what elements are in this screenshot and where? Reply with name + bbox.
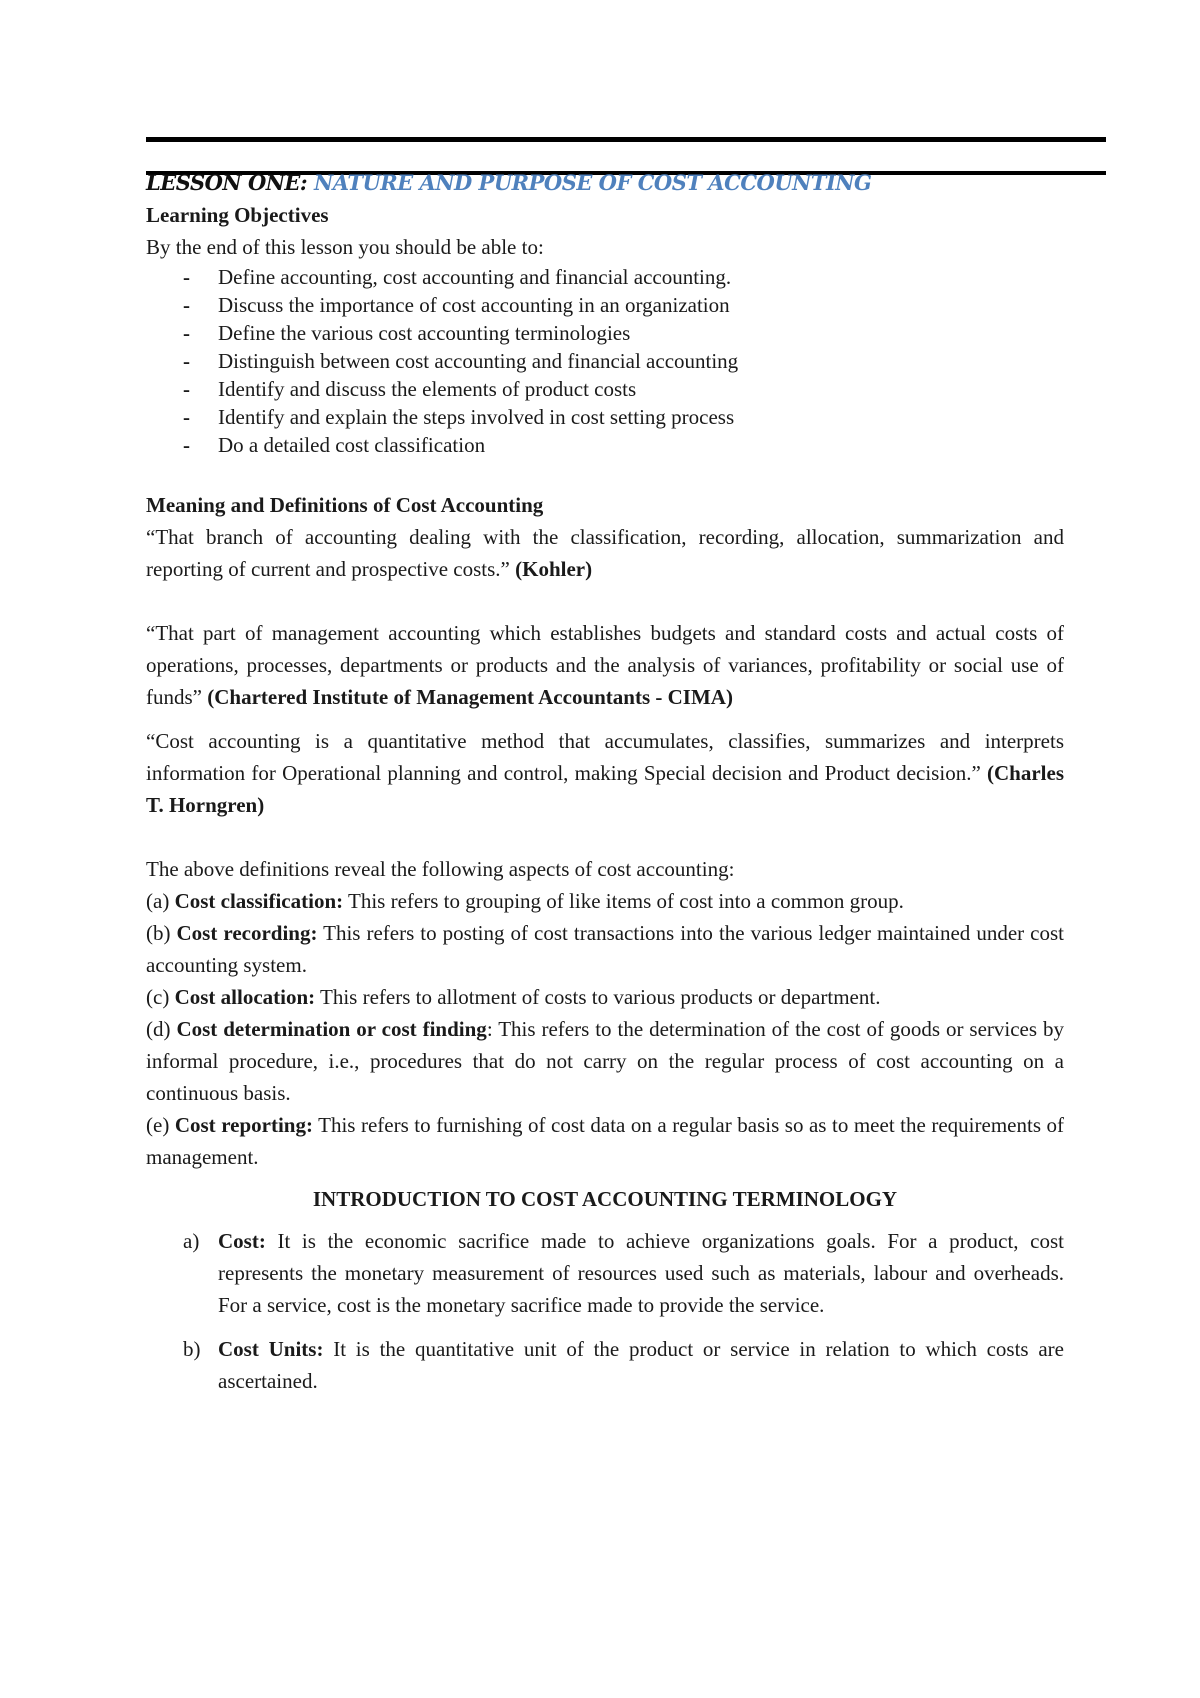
- aspect-text: This refers to furnishing of cost data on a regular basis so as to meet the requirements of management.: [146, 1113, 1065, 1169]
- definitions-heading: Meaning and Definitions of Cost Accounting: [146, 493, 544, 517]
- spacer: [146, 459, 1064, 489]
- aspect-marker: (b): [146, 921, 177, 945]
- aspect-item: [146, 885, 1064, 917]
- term-text: It is the economic sacrifice made to achieve organizations goals. For a product, cost represents the monetary measurement of resources used such as materials, labour and overheads. For a service, cost is the monetary sacrifice made to provide the service.: [218, 1229, 1064, 1317]
- aspect-term: Cost allocation:: [174, 985, 316, 1009]
- objective-item: [183, 403, 1064, 431]
- aspect-item: [146, 1109, 1064, 1173]
- definition-quote: [146, 725, 1064, 821]
- aspect-marker: (e): [146, 1113, 175, 1137]
- dash-bullet: -: [183, 293, 190, 317]
- objective-item: [183, 291, 1064, 319]
- aspect-marker: (c): [146, 985, 175, 1009]
- objectives-heading: Learning Objectives: [146, 203, 329, 227]
- aspect-term: Cost recording:: [176, 921, 318, 945]
- objective-text: Identify and explain the steps involved in cost setting process: [218, 405, 735, 429]
- aspect-text: This refers to allotment of costs to various products or department.: [315, 985, 881, 1009]
- objective-text: Distinguish between cost accounting and financial accounting: [218, 349, 739, 373]
- term-name: Cost:: [218, 1229, 266, 1253]
- lesson-prefix: LESSON ONE:: [146, 170, 314, 195]
- quote-text: “Cost accounting is a quantitative method that accumulates, classifies, summarizes and interprets information for Operational planning and control, making Special decision and Product decision.”: [146, 729, 1064, 785]
- spacer: [146, 585, 1064, 617]
- dash-bullet: -: [183, 433, 190, 457]
- objective-text: Discuss the importance of cost accounting in an organization: [218, 293, 730, 317]
- objective-text: Do a detailed cost classification: [218, 433, 486, 457]
- objectives-list: [146, 263, 1064, 459]
- aspect-term: Cost reporting:: [174, 1113, 313, 1137]
- quote-text: “That branch of accounting dealing with the classification, recording, allocation, summarization and reporting of current and prospective costs.”: [146, 525, 1064, 581]
- dash-bullet: -: [183, 405, 190, 429]
- aspect-term: Cost determination or cost finding: [176, 1017, 487, 1041]
- objective-item: [183, 319, 1064, 347]
- definition-quote: [146, 617, 1064, 713]
- aspect-term: Cost classification:: [174, 889, 344, 913]
- terminology-heading: INTRODUCTION TO COST ACCOUNTING TERMINOLOGY: [312, 1187, 898, 1211]
- aspect-item: [146, 1013, 1064, 1109]
- aspects-intro: The above definitions reveal the following aspects of cost accounting:: [146, 857, 735, 881]
- objective-item: [183, 347, 1064, 375]
- definition-quote: [146, 521, 1064, 585]
- quote-text: “That part of management accounting which establishes budgets and standard costs and actual costs of operations, processes, departments or products and the analysis of variances, profitability or social use of funds”: [146, 621, 1064, 709]
- term-marker: a): [183, 1229, 200, 1253]
- dash-bullet: -: [183, 265, 190, 289]
- aspect-text: This refers to posting of cost transactions into the various ledger maintained under cost accounting system.: [146, 921, 1064, 977]
- aspect-item: [146, 981, 1064, 1013]
- header-rule-top: [146, 137, 1106, 142]
- aspect-marker: (d): [146, 1017, 177, 1041]
- dash-bullet: -: [183, 321, 190, 345]
- quote-source: (Charles T. Horngren): [146, 761, 1064, 817]
- aspect-text: : This refers to the determination of the cost of goods or services by informal procedure, i.e., procedures that do not carry on the regular process of cost accounting on a continuous basis.: [146, 1017, 1064, 1105]
- objectives-intro: By the end of this lesson you should be able to:: [146, 235, 544, 259]
- aspect-marker: (a): [146, 889, 175, 913]
- lesson-title: [146, 168, 871, 198]
- objective-item: [183, 431, 1064, 459]
- term-text: It is the quantitative unit of the product or service in relation to which costs are ascertained.: [218, 1337, 1064, 1393]
- objective-item: [183, 375, 1064, 403]
- quote-source: (Chartered Institute of Management Accountants - CIMA): [207, 685, 733, 709]
- spacer: [146, 713, 1064, 725]
- objective-text: Define the various cost accounting terminologies: [218, 321, 631, 345]
- spacer: [146, 821, 1064, 853]
- term-item: [183, 1225, 1064, 1321]
- document-page: [146, 0, 1064, 1698]
- term-name: Cost Units:: [218, 1337, 324, 1361]
- objective-text: Define accounting, cost accounting and financial accounting.: [218, 265, 732, 289]
- spacer: [146, 1173, 1064, 1183]
- lesson-main-title: NATURE AND PURPOSE OF COST ACCOUNTING: [314, 170, 872, 195]
- dash-bullet: -: [183, 349, 190, 373]
- objective-text: Identify and discuss the elements of product costs: [218, 377, 637, 401]
- term-item: [183, 1333, 1064, 1397]
- term-marker: b): [183, 1337, 201, 1361]
- objective-item: [183, 263, 1064, 291]
- aspect-text: This refers to grouping of like items of cost into a common group.: [343, 889, 904, 913]
- aspect-item: [146, 917, 1064, 981]
- terminology-list: [146, 1225, 1064, 1397]
- quote-source: (Kohler): [515, 557, 593, 581]
- dash-bullet: -: [183, 377, 190, 401]
- spacer: [146, 1215, 1064, 1225]
- document-content: [146, 199, 1064, 1397]
